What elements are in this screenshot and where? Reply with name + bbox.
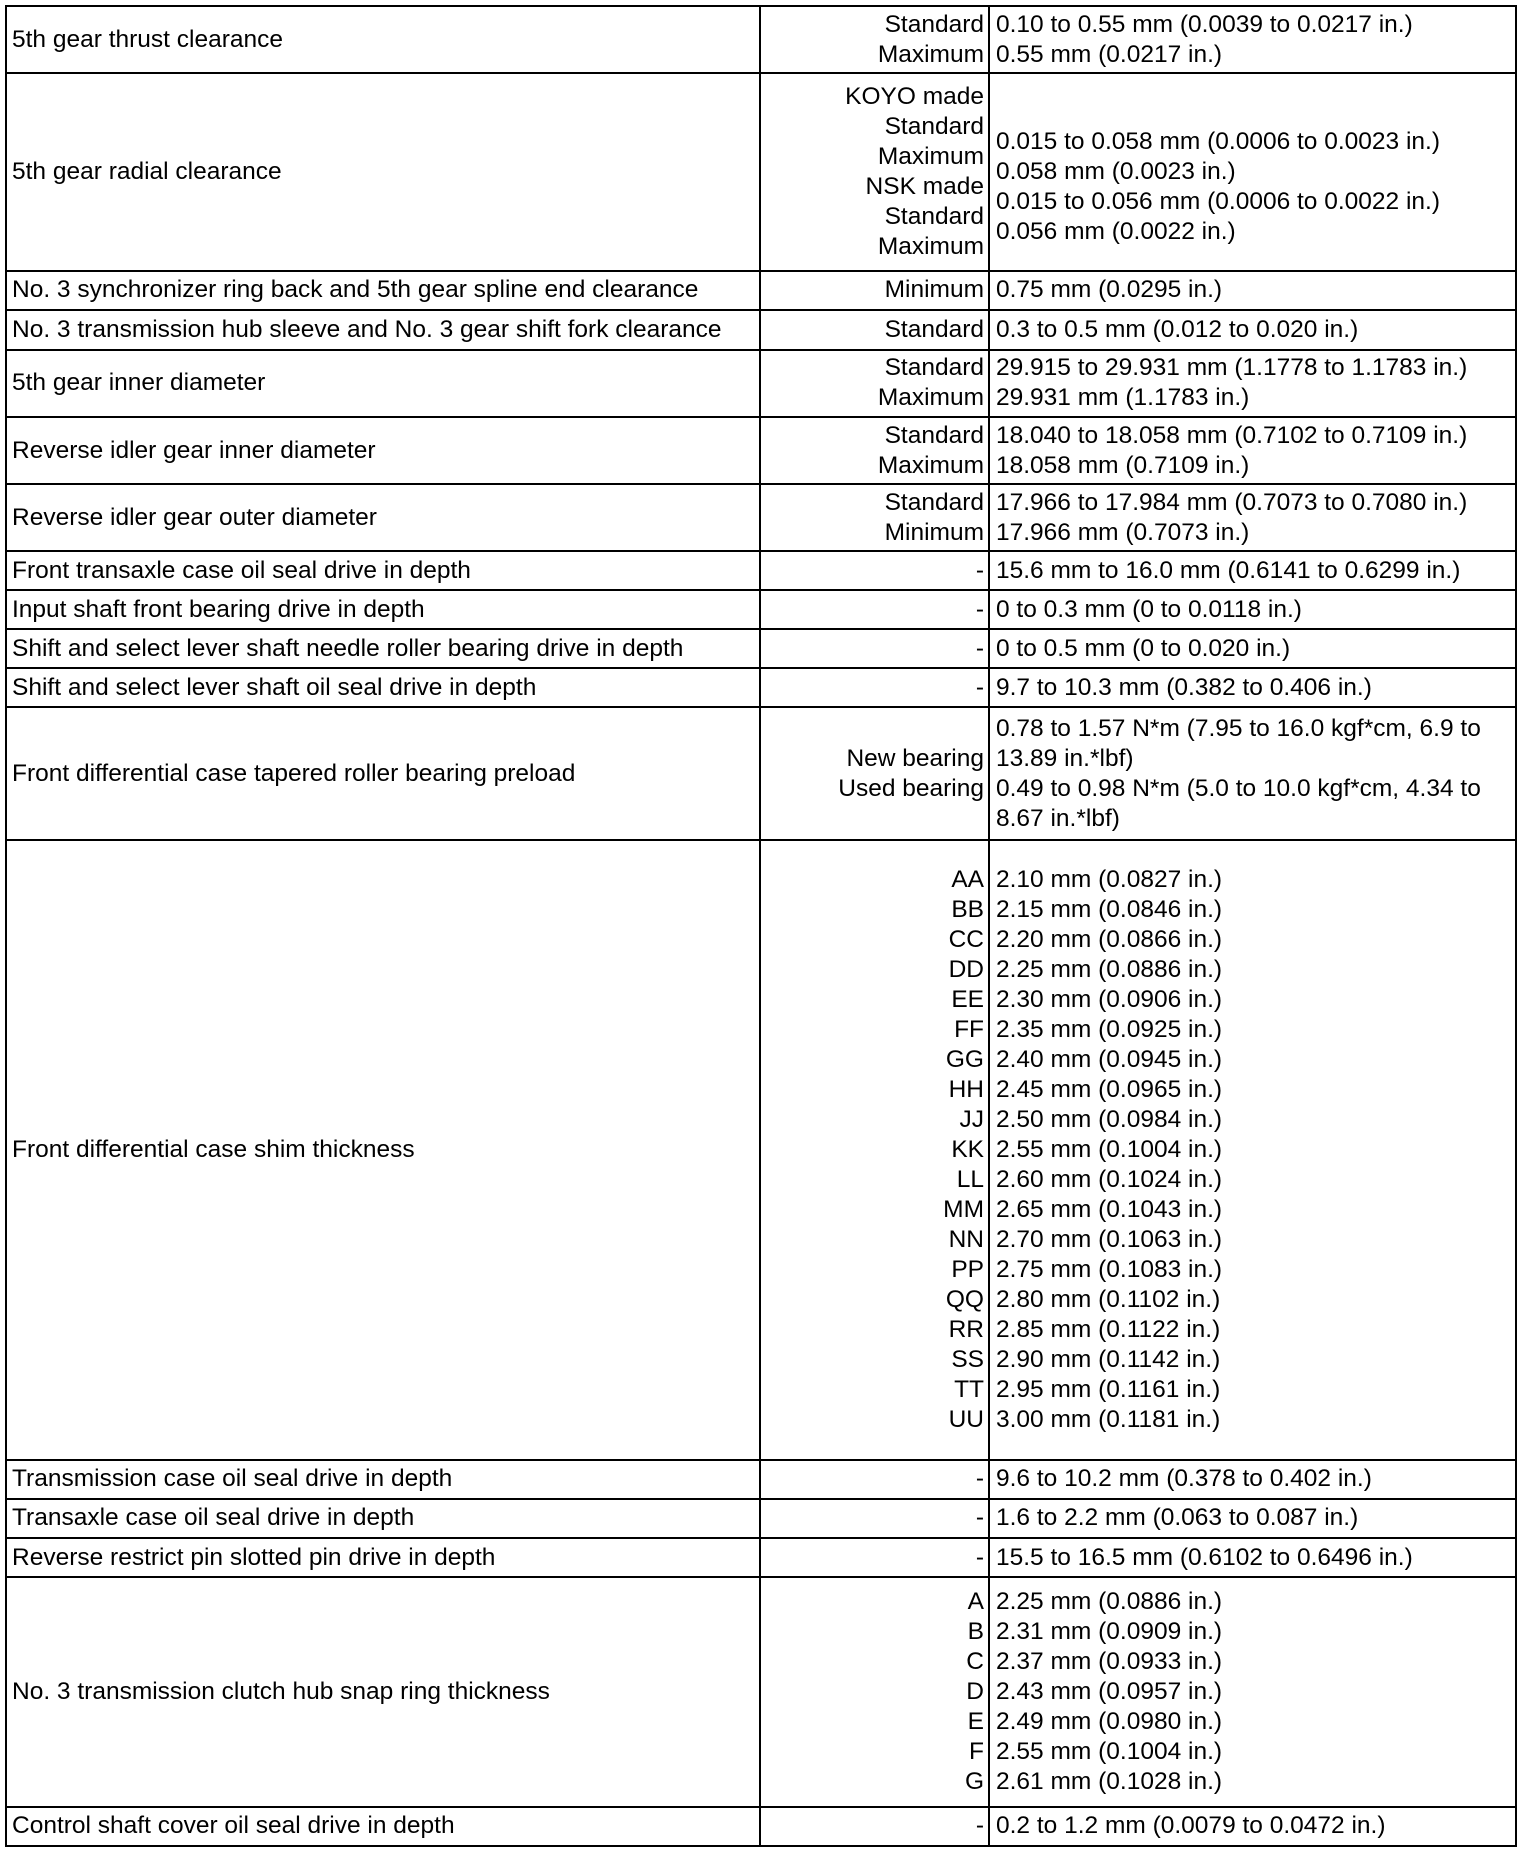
- spec-value: 2.43 mm (0.0957 in.): [996, 1677, 1223, 1705]
- spec-value: 2.61 mm (0.1028 in.): [996, 1767, 1223, 1795]
- table-row: [6, 707, 1516, 839]
- condition-cell: [760, 590, 989, 629]
- item-cell: [6, 1538, 760, 1577]
- item-cell: [6, 629, 760, 668]
- condition-label: C: [966, 1647, 984, 1675]
- condition-cell: [760, 73, 989, 270]
- spec-value: 2.90 mm (0.1142 in.): [996, 1345, 1221, 1373]
- condition-label: CC: [948, 925, 984, 953]
- condition-label: PP: [951, 1255, 984, 1283]
- item-cell: [6, 1460, 760, 1499]
- item-name: 5th gear inner diameter: [12, 369, 266, 397]
- spec-value: 18.058 mm (0.7109 in.): [996, 451, 1250, 479]
- item-cell: [6, 590, 760, 629]
- spec-value: 2.50 mm (0.0984 in.): [996, 1105, 1223, 1133]
- spec-value: 2.25 mm (0.0886 in.): [996, 1587, 1223, 1615]
- condition-label: AA: [951, 865, 984, 893]
- condition-label: BB: [951, 895, 984, 923]
- spec-value: 0.10 to 0.55 mm (0.0039 to 0.0217 in.): [996, 10, 1413, 38]
- spec-value: 2.70 mm (0.1063 in.): [996, 1225, 1223, 1253]
- condition-cell: [760, 707, 989, 839]
- condition-label: NN: [948, 1225, 984, 1253]
- condition-label: JJ: [959, 1105, 984, 1133]
- value-cell: [989, 484, 1516, 551]
- spec-value: 2.15 mm (0.0846 in.): [996, 895, 1223, 923]
- specification-table: [5, 5, 1517, 1847]
- condition-label: UU: [948, 1405, 984, 1433]
- spec-value: 2.85 mm (0.1122 in.): [996, 1315, 1221, 1343]
- item-name: Front differential case shim thickness: [12, 1135, 415, 1163]
- spec-value: 0.2 to 1.2 mm (0.0079 to 0.0472 in.): [996, 1812, 1386, 1840]
- condition-label: Maximum: [877, 40, 984, 68]
- condition-label: KK: [951, 1135, 984, 1163]
- spec-value: 2.35 mm (0.0925 in.): [996, 1015, 1223, 1043]
- spec-value: 0.78 to 1.57 N*m (7.95 to 16.0 kgf*cm, 6.9 to 13.89 in.*lbf): [996, 714, 1481, 772]
- spec-value: 2.49 mm (0.0980 in.): [996, 1707, 1223, 1735]
- item-name: Reverse idler gear outer diameter: [12, 503, 377, 531]
- condition-label: EE: [951, 985, 984, 1013]
- item-name: Shift and select lever shaft oil seal drive in depth: [12, 673, 537, 701]
- value-cell: [989, 350, 1516, 417]
- condition-cell: [760, 668, 989, 707]
- table-row: [6, 1499, 1516, 1538]
- condition-label: -: [975, 1465, 984, 1493]
- condition-label: Maximum: [877, 451, 984, 479]
- spec-value: 1.6 to 2.2 mm (0.063 to 0.087 in.): [996, 1504, 1359, 1532]
- value-cell: [989, 6, 1516, 73]
- value-cell: [989, 551, 1516, 590]
- spec-value: 3.00 mm (0.1181 in.): [996, 1405, 1221, 1433]
- condition-cell: [760, 629, 989, 668]
- spec-value: 2.75 mm (0.1083 in.): [996, 1255, 1223, 1283]
- item-name: Control shaft cover oil seal drive in depth: [12, 1812, 455, 1840]
- condition-label: -: [975, 673, 984, 701]
- value-cell: [989, 1807, 1516, 1846]
- condition-cell: [760, 1807, 989, 1846]
- condition-label: GG: [945, 1045, 984, 1073]
- spec-value: 2.55 mm (0.1004 in.): [996, 1737, 1223, 1765]
- condition-label: RR: [948, 1315, 984, 1343]
- condition-cell: [760, 1538, 989, 1577]
- table-row: [6, 310, 1516, 350]
- spec-value: 2.60 mm (0.1024 in.): [996, 1165, 1223, 1193]
- condition-cell: [760, 6, 989, 73]
- table-row: [6, 6, 1516, 73]
- table-row: [6, 1807, 1516, 1846]
- value-cell: [989, 310, 1516, 350]
- item-cell: [6, 417, 760, 484]
- item-name: Front differential case tapered roller bearing preload: [12, 759, 576, 787]
- item-name: Transaxle case oil seal drive in depth: [12, 1504, 415, 1532]
- spec-value: 17.966 to 17.984 mm (0.7073 to 0.7080 in.): [996, 488, 1468, 516]
- spec-value: 0.058 mm (0.0023 in.): [996, 157, 1236, 185]
- value-cell: [989, 73, 1516, 270]
- item-cell: [6, 350, 760, 417]
- spec-value: 0.015 to 0.056 mm (0.0006 to 0.0022 in.): [996, 187, 1441, 215]
- condition-label: D: [966, 1677, 984, 1705]
- value-cell: [989, 1499, 1516, 1538]
- value-cell: [989, 668, 1516, 707]
- spec-value: 0 to 0.5 mm (0 to 0.020 in.): [996, 634, 1291, 662]
- table-row: [6, 629, 1516, 668]
- value-cell: [989, 840, 1516, 1460]
- item-cell: [6, 310, 760, 350]
- table-row: [6, 590, 1516, 629]
- item-cell: [6, 1577, 760, 1807]
- value-cell: [989, 707, 1516, 839]
- spec-value: 2.95 mm (0.1161 in.): [996, 1375, 1221, 1403]
- condition-label: Used bearing: [838, 774, 984, 802]
- spec-value: 0 to 0.3 mm (0 to 0.0118 in.): [996, 595, 1302, 623]
- spec-value: 2.80 mm (0.1102 in.): [996, 1285, 1221, 1313]
- condition-label: -: [975, 1504, 984, 1532]
- condition-label: Standard: [884, 354, 984, 382]
- item-cell: [6, 707, 760, 839]
- spec-value: 2.20 mm (0.0866 in.): [996, 925, 1223, 953]
- condition-label: QQ: [945, 1285, 984, 1313]
- condition-label: Standard: [884, 10, 984, 38]
- spec-value: 2.65 mm (0.1043 in.): [996, 1195, 1223, 1223]
- table-row: [6, 668, 1516, 707]
- spec-value: 2.37 mm (0.0933 in.): [996, 1647, 1223, 1675]
- condition-label: Standard: [884, 315, 984, 343]
- condition-cell: [760, 551, 989, 590]
- condition-cell: [760, 417, 989, 484]
- condition-label: NSK made: [865, 172, 984, 200]
- spec-value: 2.25 mm (0.0886 in.): [996, 955, 1223, 983]
- condition-label: TT: [954, 1375, 984, 1403]
- spec-value: 0.55 mm (0.0217 in.): [996, 40, 1223, 68]
- item-name: 5th gear thrust clearance: [12, 25, 284, 53]
- item-cell: [6, 1807, 760, 1846]
- spec-value: 15.5 to 16.5 mm (0.6102 to 0.6496 in.): [996, 1543, 1413, 1571]
- table-row: [6, 1577, 1516, 1807]
- spec-value: 2.31 mm (0.0909 in.): [996, 1617, 1223, 1645]
- spec-value: 0.49 to 0.98 N*m (5.0 to 10.0 kgf*cm, 4.34 to 8.67 in.*lbf): [996, 774, 1481, 832]
- value-cell: [989, 417, 1516, 484]
- item-name: Reverse restrict pin slotted pin drive in depth: [12, 1543, 496, 1571]
- spec-value: 9.6 to 10.2 mm (0.378 to 0.402 in.): [996, 1465, 1372, 1493]
- spec-value: 0.3 to 0.5 mm (0.012 to 0.020 in.): [996, 315, 1359, 343]
- condition-cell: [760, 484, 989, 551]
- condition-label: -: [975, 556, 984, 584]
- value-cell: [989, 590, 1516, 629]
- spec-value: 9.7 to 10.3 mm (0.382 to 0.406 in.): [996, 673, 1372, 701]
- spec-value: 17.966 mm (0.7073 in.): [996, 518, 1250, 546]
- condition-label: Minimum: [884, 518, 984, 546]
- condition-label: Standard: [884, 202, 984, 230]
- condition-label: FF: [954, 1015, 984, 1043]
- condition-label: Maximum: [877, 232, 984, 260]
- condition-label: -: [975, 634, 984, 662]
- value-cell: [989, 1460, 1516, 1499]
- spec-value: 0.015 to 0.058 mm (0.0006 to 0.0023 in.): [996, 127, 1441, 155]
- item-name: Transmission case oil seal drive in depth: [12, 1465, 453, 1493]
- condition-label: B: [967, 1617, 984, 1645]
- table-row: [6, 73, 1516, 270]
- item-cell: [6, 668, 760, 707]
- table-row: [6, 271, 1516, 310]
- item-name: No. 3 transmission clutch hub snap ring thickness: [12, 1677, 550, 1705]
- item-name: No. 3 synchronizer ring back and 5th gear spline end clearance: [12, 276, 699, 304]
- condition-label: Maximum: [877, 142, 984, 170]
- table-row: [6, 417, 1516, 484]
- condition-cell: [760, 310, 989, 350]
- condition-label: Maximum: [877, 384, 984, 412]
- condition-label: -: [975, 595, 984, 623]
- table-row: [6, 1460, 1516, 1499]
- condition-cell: [760, 840, 989, 1460]
- table-row: [6, 350, 1516, 417]
- item-name: Shift and select lever shaft needle roller bearing drive in depth: [12, 634, 684, 662]
- item-cell: [6, 1499, 760, 1538]
- item-name: Front transaxle case oil seal drive in depth: [12, 556, 471, 584]
- condition-label: SS: [951, 1345, 984, 1373]
- item-cell: [6, 271, 760, 310]
- condition-cell: [760, 271, 989, 310]
- spec-value: 2.40 mm (0.0945 in.): [996, 1045, 1223, 1073]
- condition-label: KOYO made: [845, 82, 984, 110]
- spec-value: 2.45 mm (0.0965 in.): [996, 1075, 1223, 1103]
- condition-cell: [760, 1577, 989, 1807]
- spec-value: 2.10 mm (0.0827 in.): [996, 865, 1223, 893]
- spec-value: 15.6 mm to 16.0 mm (0.6141 to 0.6299 in.): [996, 556, 1461, 584]
- condition-label: A: [967, 1587, 984, 1615]
- item-name: Reverse idler gear inner diameter: [12, 436, 376, 464]
- spec-value: 29.915 to 29.931 mm (1.1778 to 1.1783 in.): [996, 354, 1468, 382]
- condition-label: E: [967, 1707, 984, 1735]
- item-cell: [6, 73, 760, 270]
- condition-label: F: [969, 1737, 984, 1765]
- item-cell: [6, 551, 760, 590]
- item-name: Input shaft front bearing drive in depth: [12, 595, 425, 623]
- condition-label: G: [964, 1767, 984, 1795]
- item-name: No. 3 transmission hub sleeve and No. 3 gear shift fork clearance: [12, 315, 722, 343]
- table-row: [6, 484, 1516, 551]
- condition-label: DD: [948, 955, 984, 983]
- item-cell: [6, 484, 760, 551]
- condition-label: MM: [943, 1195, 984, 1223]
- item-name: 5th gear radial clearance: [12, 157, 282, 185]
- spec-value: 29.931 mm (1.1783 in.): [996, 384, 1250, 412]
- spec-value: 2.30 mm (0.0906 in.): [996, 985, 1223, 1013]
- value-cell: [989, 629, 1516, 668]
- condition-cell: [760, 1460, 989, 1499]
- condition-cell: [760, 350, 989, 417]
- table-row: [6, 1538, 1516, 1577]
- value-cell: [989, 1577, 1516, 1807]
- spec-value: [996, 97, 1515, 127]
- condition-label: Standard: [884, 112, 984, 140]
- table-row: [6, 551, 1516, 590]
- condition-label: -: [975, 1543, 984, 1571]
- item-cell: [6, 840, 760, 1460]
- specification-table-body: [6, 6, 1516, 1846]
- value-cell: [989, 271, 1516, 310]
- condition-label: Standard: [884, 488, 984, 516]
- condition-label: HH: [948, 1075, 984, 1103]
- spec-value: 2.55 mm (0.1004 in.): [996, 1135, 1223, 1163]
- spec-value: 0.056 mm (0.0022 in.): [996, 217, 1236, 245]
- condition-label: New bearing: [846, 744, 984, 772]
- condition-label: -: [975, 1812, 984, 1840]
- spec-value: 0.75 mm (0.0295 in.): [996, 276, 1223, 304]
- item-cell: [6, 6, 760, 73]
- value-cell: [989, 1538, 1516, 1577]
- condition-label: LL: [956, 1165, 984, 1193]
- condition-label: Standard: [884, 421, 984, 449]
- condition-cell: [760, 1499, 989, 1538]
- spec-value: 18.040 to 18.058 mm (0.7102 to 0.7109 in.): [996, 421, 1468, 449]
- condition-label: Minimum: [884, 276, 984, 304]
- table-row: [6, 840, 1516, 1460]
